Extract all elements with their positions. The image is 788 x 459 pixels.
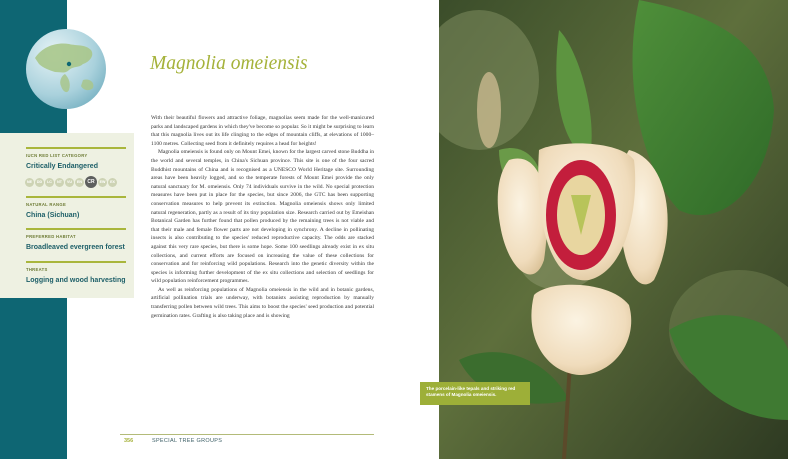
iucn-badge: EX (108, 178, 117, 187)
habitat-divider (26, 228, 126, 230)
body-paragraph: With their beautiful flowers and attractive foliage, magnolias seem made for the well-manicured parks and landscaped gardens in which they've become so popular. So it might be surprising to learn that this magnolia lives out its life clinging to the edges of mountain cliffs, at elevations of 1000–1100 metres. Collecting seed from it definitely requires a head for heights! (151, 115, 374, 147)
iucn-badge: EN (75, 178, 84, 187)
globe-icon (25, 28, 107, 110)
iucn-badge: EW (98, 178, 107, 187)
threats-value: Logging and wood harvesting (26, 277, 126, 284)
iucn-badge: NT (55, 178, 64, 187)
threats-label: THREATS (26, 267, 48, 272)
red-list-divider (26, 147, 126, 149)
iucn-badge-active: CR (85, 176, 97, 188)
footer-rule (120, 434, 374, 435)
body-paragraph: Magnolia omeiensis is found only on Mount Emei, known for the largest carved stone Buddha in the world and several temples, in China's Sichuan province. This site is one of the four sacred Buddhist mountains of China and is recognised as a UNESCO World Heritage site. Surrounding areas have been heavily logged, and so the temperate forests of Mount Emei provide the only natural sanctuary for M. omeiensis. Only 74 individuals survive in the wild. No special protection measures have been put in place for the species, but since 2006, the GTC has been supporting conservation measures to help prevent its extinction. Magnolia omeiensis shows only limited natural regeneration, partly as a result of its tiny population size. Research carried out by Emeishan Botanical Garden has further found that pollen produced by the remaining trees is not viable and that their male and female flower parts are not developing in synchrony. A decline in pollinating insects is also contributing to the species' reduced reproductive capacity. The odds are stacked against this very rare species, but there is some hope. Some 100 seedlings already exist in ex situ collections, and current efforts are focused on increasing the value of these collections for conservation and for reinforcing wild populations. Research into the genetic diversity within the species is informing further development of the ex situ collections and selection of seedlings for wild population reinforcement programmes. (151, 149, 374, 285)
iucn-badge: DD (35, 178, 44, 187)
body-paragraph: As well as reinforcing populations of Magnolia omeiensis in the wild and in botanic gardens, artificial pollination trials are underway, with botanists assisting reproduction by manually transferring pollen between wild trees. This aims to boost the species' seed production and potential germination rates. Grafting is also taking place and is showing (151, 286, 374, 319)
iucn-category-scale (25, 176, 117, 188)
red-list-label: IUCN RED LIST CATEGORY (26, 153, 88, 158)
natural-range-value: China (Sichuan) (26, 212, 80, 219)
body-text (151, 114, 374, 320)
running-head: SPECIAL TREE GROUPS (152, 438, 223, 444)
habitat-label: PREFERRED HABITAT (26, 234, 76, 239)
page-title: Magnolia omeiensis (150, 53, 308, 74)
iucn-badge: VU (65, 178, 74, 187)
iucn-badge: NE (25, 178, 34, 187)
red-list-value: Critically Endangered (26, 163, 98, 170)
natural-range-label: NATURAL RANGE (26, 202, 67, 207)
natural-range-divider (26, 196, 126, 198)
photo-caption: The porcelain-like tepals and striking red stamens of Magnolia omeiensis. (420, 382, 530, 405)
threats-divider (26, 261, 126, 263)
habitat-value: Broadleaved evergreen forest (26, 244, 125, 251)
iucn-badge: LC (45, 178, 54, 187)
page-number: 356 (124, 438, 134, 444)
